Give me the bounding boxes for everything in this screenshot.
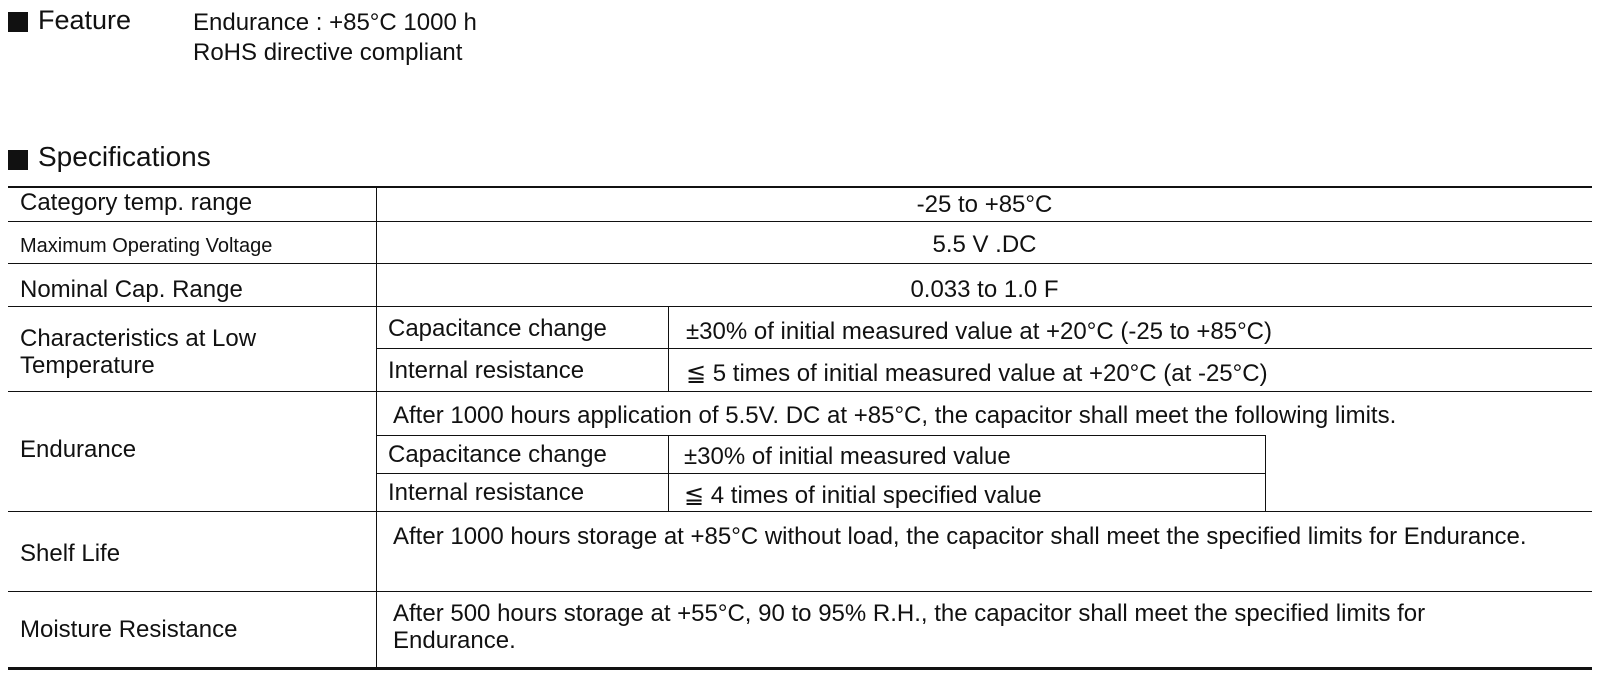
- feature-line: RoHS directive compliant: [193, 39, 463, 66]
- row-divider: [8, 591, 1592, 592]
- sub-column-divider: [668, 435, 669, 511]
- endurance-item: Internal resistance: [388, 479, 585, 506]
- row-divider: [8, 511, 1592, 512]
- value-nominal-cap: 0.033 to 1.0 F: [910, 276, 1059, 303]
- low-temp-item: Capacitance change: [388, 315, 607, 342]
- sub-row-divider: [376, 348, 1592, 349]
- sub-column-divider: [668, 306, 669, 391]
- label-category-temp: Category temp. range: [20, 189, 253, 216]
- value-shelf-life: After 1000 hours storage at +85°C without load, the capacitor shall meet the specified limits for Endurance.: [393, 523, 1527, 550]
- row-divider: [8, 391, 1592, 392]
- label-max-voltage: Maximum Operating Voltage: [20, 235, 273, 257]
- feature-line: Endurance : +85°C 1000 h: [193, 9, 477, 36]
- label-endurance: Endurance: [20, 436, 137, 463]
- feature-bullet-icon: [8, 12, 28, 32]
- sub-row-divider: [376, 473, 1266, 474]
- label-nominal-cap: Nominal Cap. Range: [20, 276, 243, 303]
- table-top-rule: [8, 186, 1592, 188]
- specifications-bullet-icon: [8, 150, 28, 170]
- endurance-value: ±30% of initial measured value: [684, 443, 1011, 470]
- low-temp-item: Internal resistance: [388, 357, 585, 384]
- endurance-value: ≦ 4 times of initial specified value: [684, 482, 1042, 509]
- feature-list: [193, 8, 477, 68]
- sub-row-divider: [376, 435, 1266, 436]
- value-category-temp: -25 to +85°C: [916, 191, 1053, 218]
- row-divider: [8, 221, 1592, 222]
- label-shelf-life: Shelf Life: [20, 540, 121, 567]
- value-moisture: After 500 hours storage at +55°C, 90 to 95% R.H., the capacitor shall meet the specified limits for Endurance.: [393, 600, 1426, 654]
- endurance-note: After 1000 hours application of 5.5V. DC at +85°C, the capacitor shall meet the following limits.: [393, 402, 1397, 429]
- value-max-voltage: 5.5 V .DC: [932, 231, 1037, 258]
- sub-table-right-border: [1265, 435, 1266, 511]
- label-low-temp: Characteristics at Low Temperature: [20, 325, 257, 379]
- label-moisture: Moisture Resistance: [20, 616, 238, 643]
- low-temp-value: ≦ 5 times of initial measured value at +20°C (at -25°C): [686, 360, 1268, 387]
- feature-heading: Feature: [38, 5, 132, 35]
- specifications-heading: Specifications: [38, 141, 211, 172]
- table-bottom-rule: [8, 667, 1592, 670]
- row-divider: [8, 263, 1592, 264]
- specifications-table: [8, 186, 1592, 687]
- low-temp-value: ±30% of initial measured value at +20°C (-25 to +85°C): [686, 318, 1273, 345]
- row-divider: [8, 306, 1592, 307]
- endurance-item: Capacitance change: [388, 441, 607, 468]
